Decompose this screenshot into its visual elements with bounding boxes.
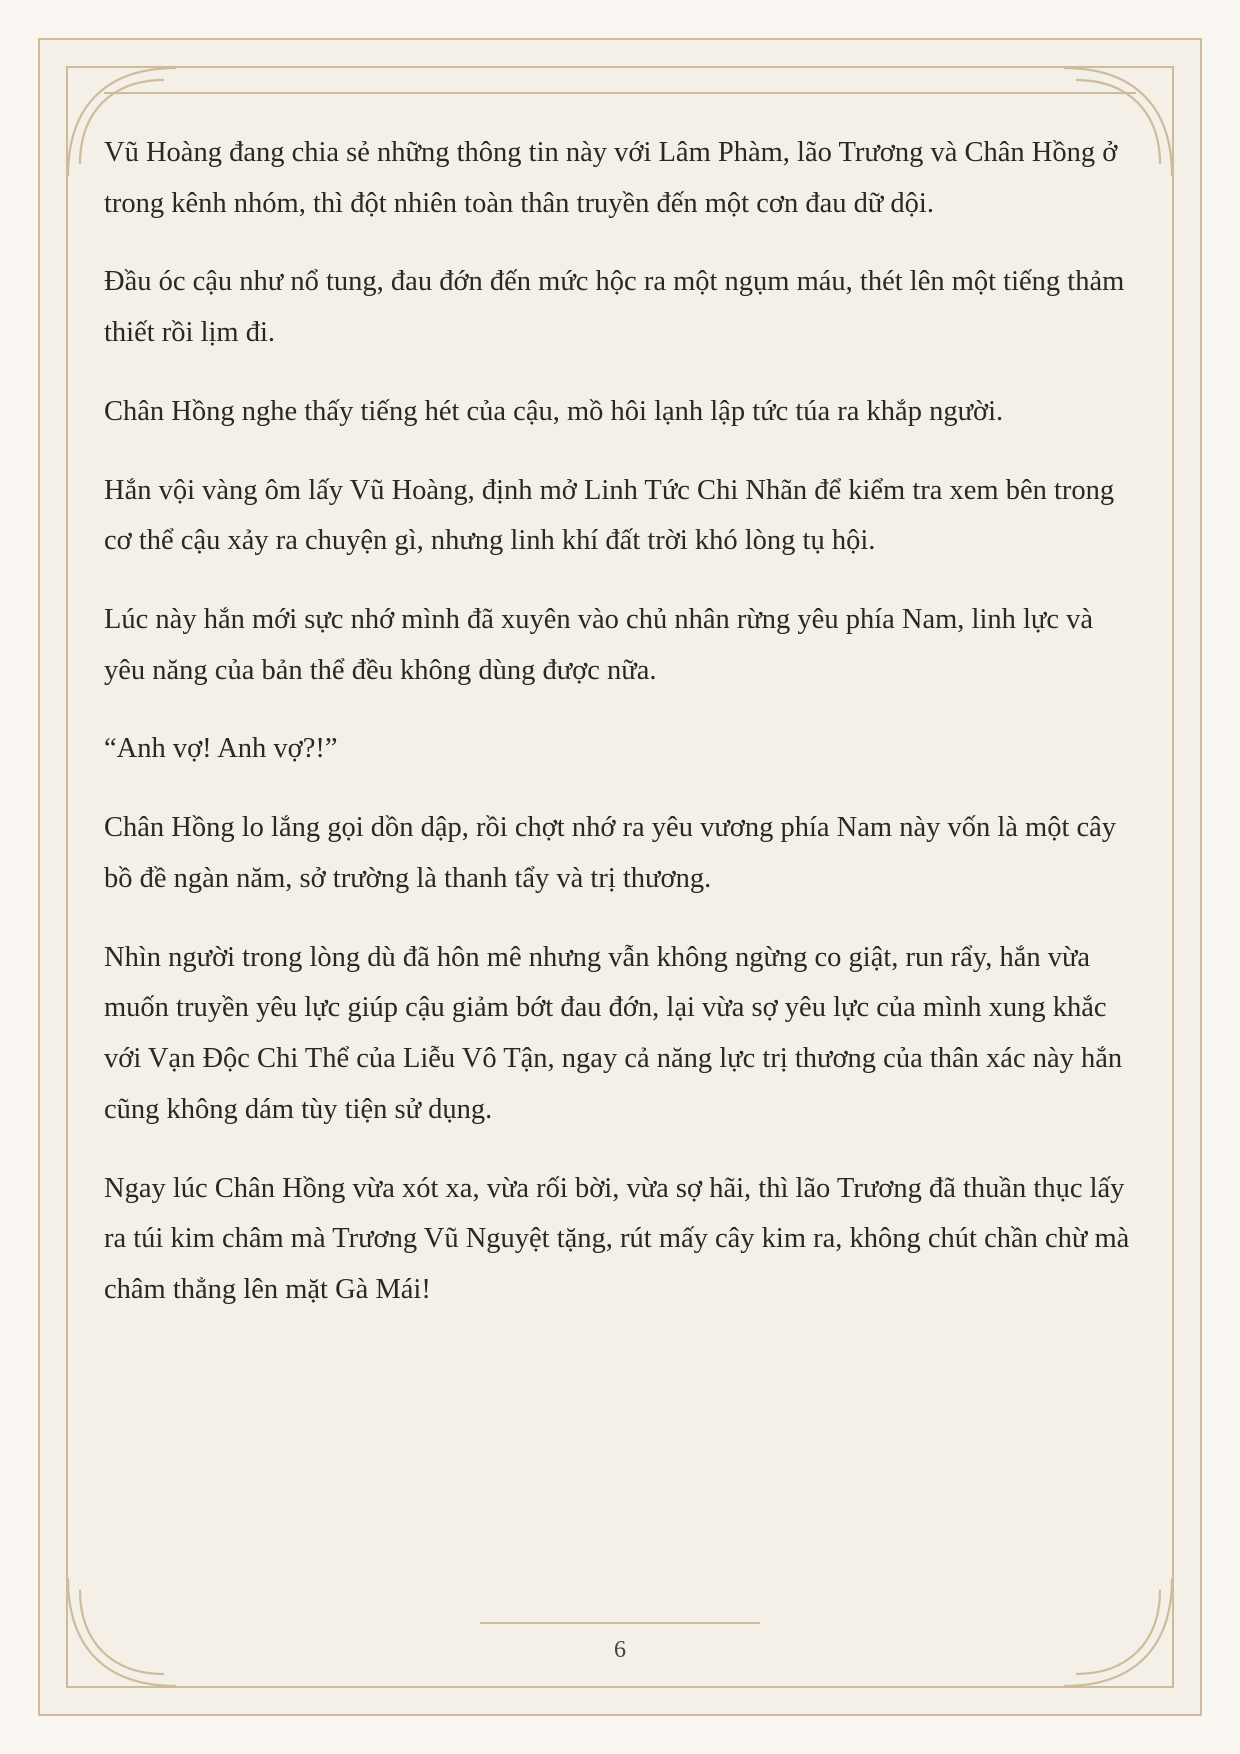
paragraph: Lúc này hắn mới sực nhớ mình đã xuyên vào chủ nhân rừng yêu phía Nam, linh lực và yêu năng của bản thể đều không dùng được nữa. [104, 604, 1094, 686]
paragraph: Hắn vội vàng ôm lấy Vũ Hoàng, định mở Linh Tức Chi Nhãn để kiểm tra xem bên trong cơ thể cậu xảy ra chuyện gì, nhưng linh khí đất trời khó lòng tụ hội. [104, 474, 1115, 557]
paragraph: Đầu óc cậu như nổ tung, đau đớn đến mức hộc ra một ngụm máu, thét lên một tiếng thảm thiết rồi lịm đi. [104, 266, 1125, 349]
paragraph-dialogue: “Anh vợ! Anh vợ?!” [104, 733, 338, 765]
paragraph: Vũ Hoàng đang chia sẻ những thông tin này với Lâm Phàm, lão Trương và Chân Hồng ở trong kênh nhóm, thì đột nhiên toàn thân truyền đến một cơn đau dữ dội. [104, 137, 1118, 219]
page-footer [104, 1622, 1136, 1662]
paragraph: Chân Hồng nghe thấy tiếng hét của cậu, mồ hôi lạnh lập tức túa ra khắp người. [104, 395, 1004, 427]
paragraph: Nhìn người trong lòng dù đã hôn mê nhưng vẫn không ngừng co giật, run rẩy, hắn vừa muốn truyền yêu lực giúp cậu giảm bớt đau đớn, lại vừa sợ yêu lực của mình xung khắc với Vạn Độc Chi Thể của Liễu Vô Tận, ngay cả năng lực trị thương của thân xác này hắn cũng không dám tùy tiện sử dụng. [104, 941, 1123, 1125]
page-number: 6 [614, 1637, 626, 1663]
content-column [104, 92, 1136, 1662]
body-text [104, 128, 1136, 1316]
footer-rule [480, 1622, 760, 1624]
header-rule [104, 92, 1136, 94]
paragraph: Chân Hồng lo lắng gọi dồn dập, rồi chợt nhớ ra yêu vương phía Nam này vốn là một cây bồ đề ngàn năm, sở trường là thanh tẩy và trị thương. [104, 812, 1117, 894]
paragraph: Ngay lúc Chân Hồng vừa xót xa, vừa rối bời, vừa sợ hãi, thì lão Trương đã thuần thục lấy ra túi kim châm mà Trương Vũ Nguyệt tặng, rút mấy cây kim ra, không chút chần chừ mà châm thẳng lên mặt Gà Mái! [104, 1172, 1130, 1305]
